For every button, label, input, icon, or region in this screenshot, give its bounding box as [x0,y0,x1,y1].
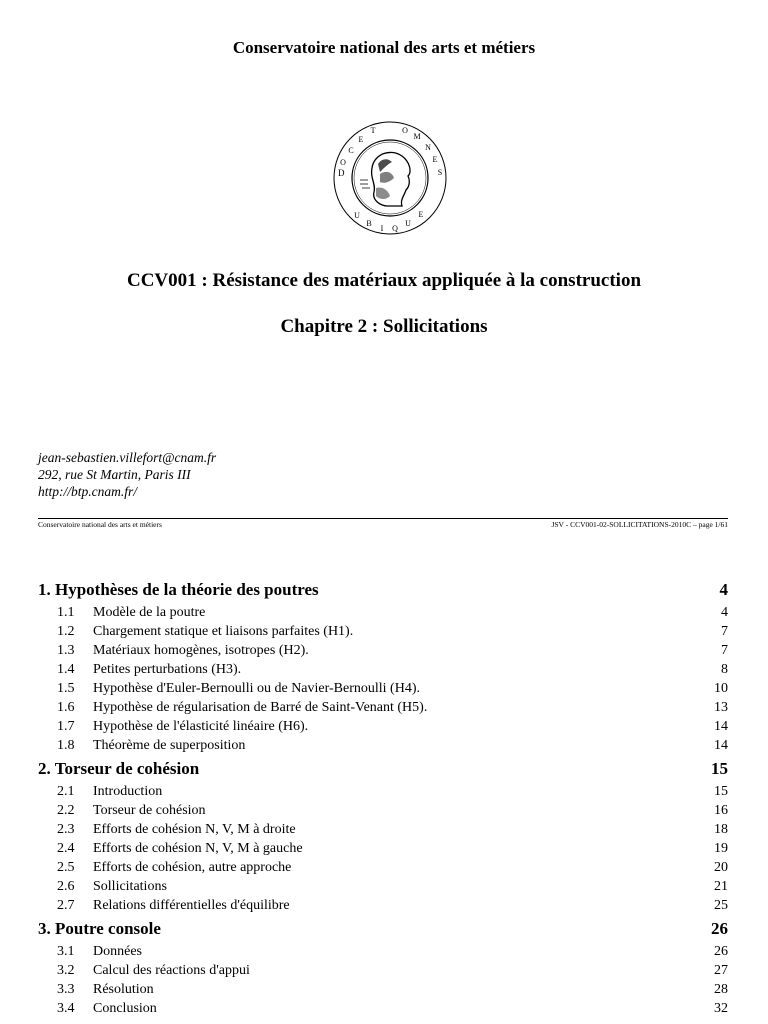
toc-section-title: 2. Torseur de cohésion [38,759,200,778]
toc-entry-number: 1.1 [57,605,75,620]
toc-entry-page: 14 [714,738,728,753]
toc-entry-page: 15 [714,784,728,799]
toc-entry-title: Conclusion [93,1001,157,1016]
toc-entry-page: 19 [714,841,728,856]
toc-entry-title: Relations différentielles d'équilibre [93,898,290,913]
toc-entry-title: Données [93,944,142,959]
toc-entry-page: 14 [714,719,728,734]
toc-entry-page: 32 [714,1001,728,1016]
toc-entry-page: 20 [714,860,728,875]
toc-entry-number: 1.5 [57,681,75,696]
toc-entry-number: 3.3 [57,982,75,997]
toc-entry[interactable] [38,624,728,643]
toc-section-heading[interactable] [38,759,728,783]
toc-section-page: 15 [711,759,728,778]
toc-entry-page: 7 [721,643,728,658]
toc-entry-title: Petites perturbations (H3). [93,662,242,677]
toc-entry[interactable] [38,822,728,841]
toc-entry[interactable] [38,605,728,624]
course-title: CCV001 : Résistance des matériaux appliquée à la construction [126,270,642,291]
toc-entry-page: 4 [721,605,728,620]
toc-entry[interactable] [38,944,728,963]
contact-email: jean-sebastien.villefort@cnam.fr [38,450,217,465]
toc-entry-page: 8 [721,662,728,677]
toc-entry-page: 25 [714,898,728,913]
toc-entry-number: 2.4 [57,841,75,856]
toc-entry-title: Théorème de superposition [93,738,246,753]
toc-section-page: 26 [711,919,728,938]
toc-entry-number: 2.7 [57,898,75,913]
toc-entry-number: 1.7 [57,719,75,734]
toc-entry[interactable] [38,803,728,822]
toc-entry-number: 2.1 [57,784,75,799]
toc-entry[interactable] [38,1001,728,1020]
svg-text:D: D [338,168,345,178]
footer-right-text: JSV - CCV001-02-SOLLICITATIONS-2010C – page 1/61 [551,520,728,529]
toc-entry-number: 2.2 [57,803,75,818]
contact-address: 292, rue St Martin, Paris III [38,467,191,482]
toc-entry-page: 18 [714,822,728,837]
toc-entry[interactable] [38,860,728,879]
toc-entry-number: 2.5 [57,860,75,875]
toc-entry[interactable] [38,643,728,662]
toc-entry-title: Hypothèse d'Euler-Bernoulli ou de Navier-Bernoulli (H4). [93,681,420,696]
toc-entry[interactable] [38,963,728,982]
toc-entry-title: Efforts de cohésion, autre approche [93,860,292,875]
toc-entry[interactable] [38,841,728,860]
toc-entry-title: Chargement statique et liaisons parfaites (H1). [93,624,354,639]
table-of-contents [38,580,728,1022]
toc-entry[interactable] [38,700,728,719]
institution-name: Conservatoire national des arts et métiers [232,38,536,57]
toc-entry[interactable] [38,719,728,738]
chapter-title: Chapitre 2 : Sollicitations [280,316,488,337]
toc-entry-title: Calcul des réactions d'appui [93,963,250,978]
toc-section [38,919,728,1020]
toc-entry-title: Efforts de cohésion N, V, M à gauche [93,841,303,856]
toc-entry-title: Matériaux homogènes, isotropes (H2). [93,643,309,658]
toc-entry[interactable] [38,662,728,681]
toc-entry-number: 2.3 [57,822,75,837]
footer-divider [38,518,728,519]
toc-entry-number: 1.3 [57,643,75,658]
toc-entry-page: 21 [714,879,728,894]
toc-entry[interactable] [38,898,728,917]
toc-entry-number: 1.4 [57,662,75,677]
toc-entry-title: Sollicitations [93,879,167,894]
toc-entry-page: 7 [721,624,728,639]
toc-section-heading[interactable] [38,580,728,604]
svg-text:O C E T: O C E T O M N E S U B I Q U E [340,126,443,233]
toc-section-title: 1. Hypothèses de la théorie des poutres [38,580,319,599]
contact-url: http://btp.cnam.fr/ [38,484,137,499]
toc-entry-number: 3.4 [57,1001,75,1016]
toc-entry-title: Modèle de la poutre [93,605,206,620]
toc-section-page: 4 [719,580,728,599]
toc-section-heading[interactable] [38,919,728,943]
toc-entry-title: Torseur de cohésion [93,803,206,818]
toc-entry-number: 2.6 [57,879,75,894]
toc-entry-page: 16 [714,803,728,818]
toc-entry[interactable] [38,879,728,898]
toc-entry[interactable] [38,784,728,803]
toc-entry-title: Hypothèse de l'élasticité linéaire (H6). [93,719,309,734]
toc-entry-title: Efforts de cohésion N, V, M à droite [93,822,296,837]
toc-entry[interactable] [38,738,728,757]
toc-entry-number: 3.1 [57,944,75,959]
toc-entry-number: 1.6 [57,700,75,715]
toc-entry-title: Introduction [93,784,163,799]
toc-section-title: 3. Poutre console [38,919,161,938]
toc-section [38,580,728,757]
toc-entry-page: 28 [714,982,728,997]
toc-entry-page: 13 [714,700,728,715]
cnam-seal-logo [330,118,450,238]
toc-entry-page: 26 [714,944,728,959]
toc-entry-page: 27 [714,963,728,978]
toc-entry-title: Résolution [93,982,154,997]
toc-entry-page: 10 [714,681,728,696]
footer-left-text: Conservatoire national des arts et métiers [38,520,162,529]
toc-entry-number: 1.8 [57,738,75,753]
contact-block [38,449,216,500]
toc-entry-title: Hypothèse de régularisation de Barré de Saint-Venant (H5). [93,700,428,715]
toc-section [38,759,728,917]
toc-entry[interactable] [38,681,728,700]
toc-entry-number: 1.2 [57,624,75,639]
toc-entry[interactable] [38,982,728,1001]
toc-entry-number: 3.2 [57,963,75,978]
